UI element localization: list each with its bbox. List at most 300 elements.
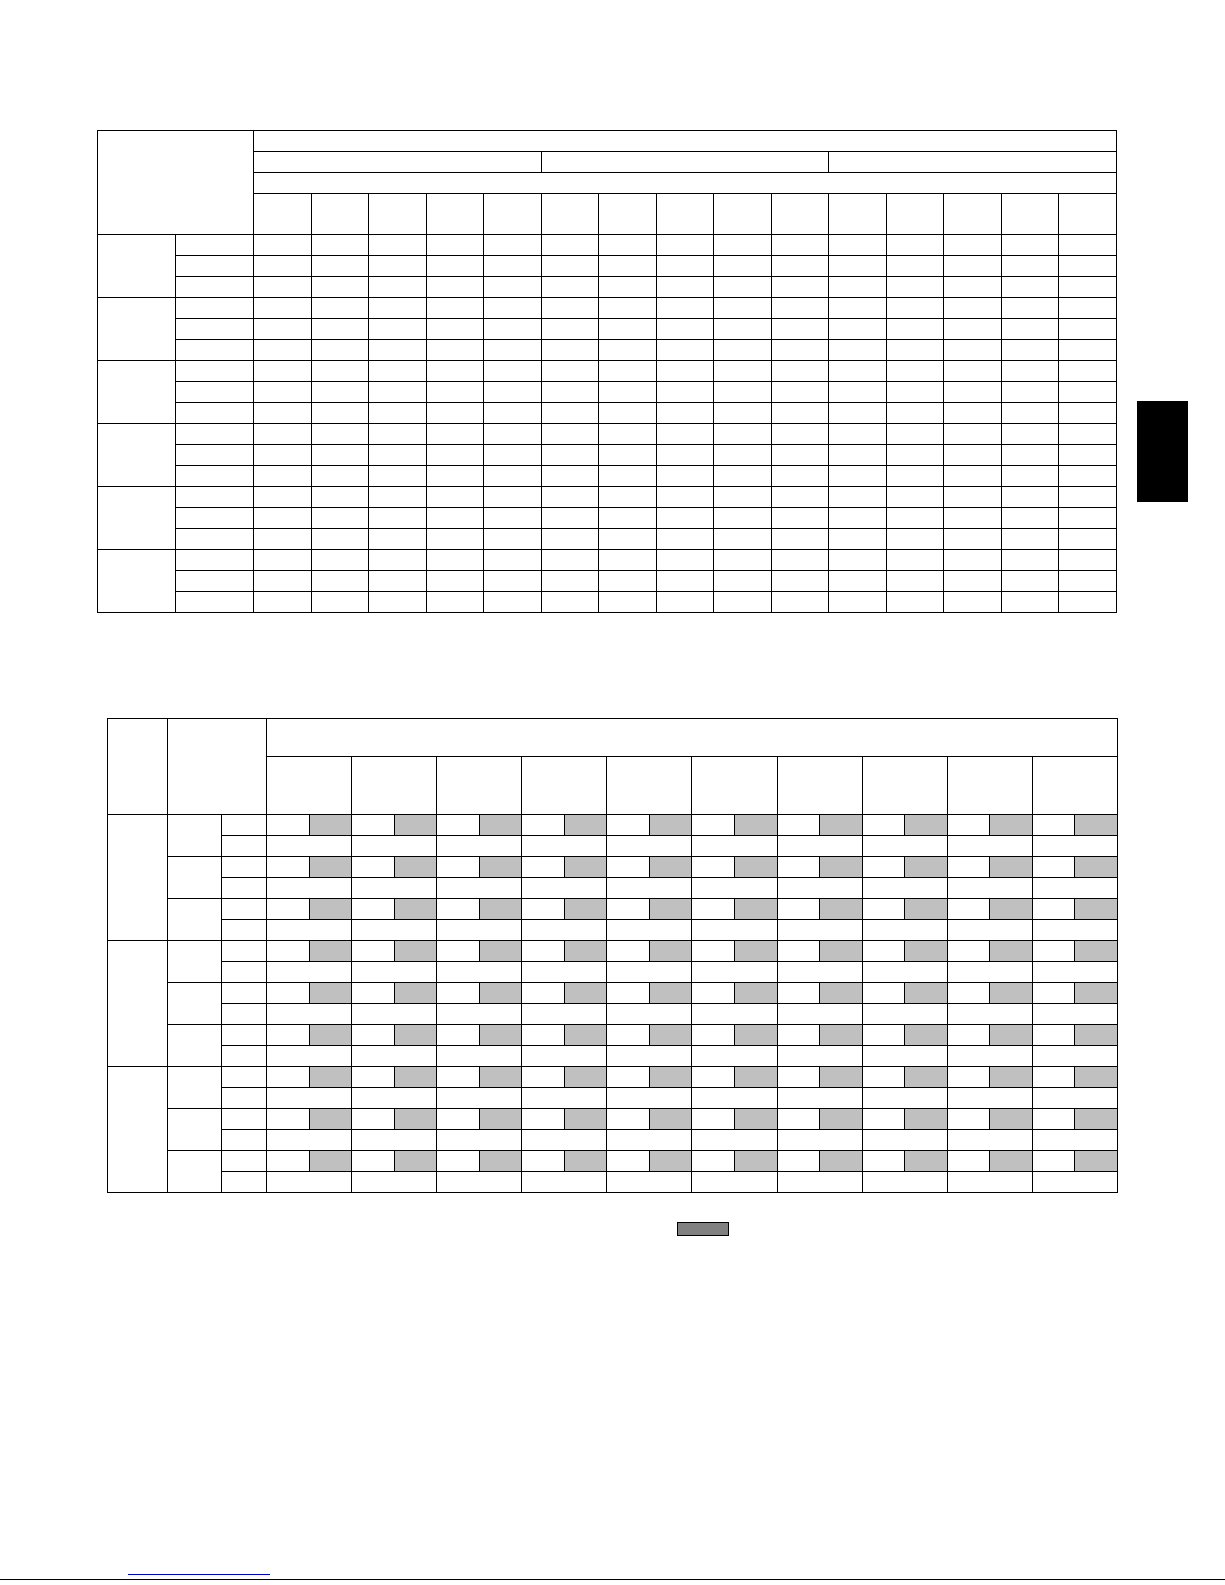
table-cell: [886, 445, 944, 466]
table-cell: [426, 466, 484, 487]
shaded-cell: [1075, 1025, 1118, 1046]
table-cell: [862, 920, 947, 941]
table-cell: [656, 256, 714, 277]
table-cell: [607, 920, 692, 941]
table-row: [108, 857, 1118, 878]
table1-column-header: [944, 194, 1002, 235]
table-cell: [692, 1025, 735, 1046]
table-cell: [1032, 962, 1117, 983]
row-label: [175, 529, 254, 550]
table-cell: [607, 1151, 650, 1172]
table-cell: [254, 235, 312, 256]
table-cell: [829, 550, 887, 571]
row-subgroup-label: [168, 1151, 222, 1193]
row-label: [222, 1025, 267, 1046]
shaded-cell: [309, 1025, 352, 1046]
table1-header-group: [829, 152, 1117, 173]
table-cell: [352, 941, 395, 962]
table-cell: [599, 529, 657, 550]
table-cell: [656, 403, 714, 424]
shaded-cell: [735, 899, 778, 920]
row-label: [222, 1151, 267, 1172]
table-cell: [656, 550, 714, 571]
shaded-cell: [479, 941, 522, 962]
shaded-cell: [905, 1109, 948, 1130]
table-cell: [862, 962, 947, 983]
table-cell: [1001, 319, 1059, 340]
table-cell: [1059, 508, 1117, 529]
table-cell: [862, 1151, 905, 1172]
table-cell: [599, 340, 657, 361]
table1-column-header: [426, 194, 484, 235]
row-label: [222, 878, 267, 899]
shaded-cell: [905, 899, 948, 920]
table-cell: [541, 508, 599, 529]
table-cell: [267, 1067, 310, 1088]
table-cell: [862, 899, 905, 920]
table-cell: [437, 1151, 480, 1172]
table-cell: [599, 487, 657, 508]
table-cell: [311, 529, 369, 550]
table-cell: [311, 256, 369, 277]
table-cell: [656, 235, 714, 256]
table-cell: [311, 424, 369, 445]
table-cell: [714, 403, 772, 424]
table-cell: [1032, 1109, 1075, 1130]
table-cell: [1032, 1025, 1075, 1046]
table-row: [108, 1088, 1118, 1109]
table-cell: [1032, 899, 1075, 920]
table-cell: [1059, 256, 1117, 277]
table-cell: [522, 899, 565, 920]
table-cell: [267, 983, 310, 1004]
table-cell: [541, 529, 599, 550]
shaded-cell: [1075, 1067, 1118, 1088]
table-cell: [947, 899, 990, 920]
shaded-cell: [735, 857, 778, 878]
table-cell: [862, 983, 905, 1004]
table-cell: [771, 592, 829, 613]
table-cell: [369, 445, 427, 466]
table-cell: [484, 508, 542, 529]
table-cell: [692, 836, 777, 857]
shaded-cell: [309, 899, 352, 920]
table-cell: [692, 1151, 735, 1172]
table-row: [108, 878, 1118, 899]
table-cell: [692, 1109, 735, 1130]
table-cell: [1032, 920, 1117, 941]
table-cell: [944, 550, 1002, 571]
shaded-cell: [990, 1151, 1033, 1172]
shaded-cell: [564, 941, 607, 962]
row-label: [175, 382, 254, 403]
table-row: [98, 529, 1117, 550]
table-cell: [541, 382, 599, 403]
table-cell: [311, 361, 369, 382]
table2-column-header: [352, 757, 437, 815]
table-cell: [1032, 1004, 1117, 1025]
shaded-cell: [479, 1025, 522, 1046]
table-cell: [352, 857, 395, 878]
table-cell: [1032, 857, 1075, 878]
table-cell: [829, 592, 887, 613]
row-group-label: [98, 361, 176, 424]
table-cell: [352, 1067, 395, 1088]
table-cell: [311, 235, 369, 256]
shaded-cell: [649, 815, 692, 836]
table-cell: [607, 1004, 692, 1025]
table-cell: [862, 1046, 947, 1067]
table-cell: [599, 298, 657, 319]
table-cell: [1059, 403, 1117, 424]
table-cell: [692, 920, 777, 941]
table-cell: [656, 319, 714, 340]
table-row: [98, 382, 1117, 403]
table-cell: [599, 445, 657, 466]
table-cell: [484, 298, 542, 319]
table-row: [108, 920, 1118, 941]
shaded-cell: [905, 857, 948, 878]
table-cell: [1001, 550, 1059, 571]
row-label: [175, 298, 254, 319]
table-cell: [656, 382, 714, 403]
table-cell: [311, 298, 369, 319]
table-cell: [862, 941, 905, 962]
table-cell: [437, 836, 522, 857]
table-cell: [311, 571, 369, 592]
table-cell: [607, 857, 650, 878]
table-cell: [947, 1172, 1032, 1193]
row-label: [175, 550, 254, 571]
table-cell: [714, 445, 772, 466]
table-cell: [886, 256, 944, 277]
table-row: [98, 319, 1117, 340]
row-label: [222, 857, 267, 878]
table-cell: [352, 983, 395, 1004]
table-cell: [777, 1151, 820, 1172]
table-cell: [369, 424, 427, 445]
table-cell: [352, 815, 395, 836]
table-cell: [714, 382, 772, 403]
table1-column-header: [714, 194, 772, 235]
table-cell: [311, 403, 369, 424]
shaded-cell: [649, 983, 692, 1004]
table-cell: [656, 466, 714, 487]
table-cell: [607, 1172, 692, 1193]
table-cell: [426, 319, 484, 340]
table-row: [98, 508, 1117, 529]
upper-data-table: [97, 130, 1117, 613]
table-cell: [829, 529, 887, 550]
table-cell: [369, 508, 427, 529]
table-cell: [541, 550, 599, 571]
table-cell: [692, 815, 735, 836]
lower-data-table: [107, 718, 1118, 1193]
table-cell: [947, 1046, 1032, 1067]
table-cell: [352, 1151, 395, 1172]
table-cell: [437, 983, 480, 1004]
table-cell: [1001, 571, 1059, 592]
table-cell: [599, 256, 657, 277]
table-cell: [254, 424, 312, 445]
shaded-cell: [394, 1151, 437, 1172]
table-cell: [426, 235, 484, 256]
table-row: [98, 550, 1117, 571]
table-cell: [437, 962, 522, 983]
table-cell: [607, 878, 692, 899]
row-label: [222, 899, 267, 920]
table-cell: [484, 361, 542, 382]
table-cell: [254, 550, 312, 571]
table-cell: [352, 920, 437, 941]
row-label: [222, 941, 267, 962]
table-cell: [777, 1172, 862, 1193]
table-cell: [1001, 340, 1059, 361]
row-label: [175, 256, 254, 277]
shaded-cell: [479, 1109, 522, 1130]
table-cell: [1001, 403, 1059, 424]
table-cell: [947, 836, 1032, 857]
row-label: [175, 277, 254, 298]
table-cell: [254, 256, 312, 277]
table-cell: [692, 1130, 777, 1151]
shaded-cell: [1075, 857, 1118, 878]
shaded-cell: [1075, 899, 1118, 920]
table-cell: [777, 857, 820, 878]
table-cell: [522, 878, 607, 899]
table-row: [98, 340, 1117, 361]
shaded-cell: [735, 1067, 778, 1088]
table-cell: [522, 1172, 607, 1193]
table-cell: [656, 508, 714, 529]
table-cell: [267, 920, 352, 941]
table-cell: [886, 571, 944, 592]
table-cell: [944, 508, 1002, 529]
table-cell: [311, 382, 369, 403]
table-cell: [426, 277, 484, 298]
shaded-cell: [309, 1151, 352, 1172]
shaded-cell: [649, 1151, 692, 1172]
shaded-cell: [990, 1067, 1033, 1088]
table-cell: [352, 1109, 395, 1130]
table-cell: [714, 277, 772, 298]
shaded-cell: [649, 899, 692, 920]
table-row: [108, 1067, 1118, 1088]
row-label: [175, 340, 254, 361]
table-cell: [944, 592, 1002, 613]
table-cell: [886, 340, 944, 361]
table-cell: [829, 508, 887, 529]
table-cell: [369, 256, 427, 277]
shaded-cell: [564, 899, 607, 920]
row-subgroup-label: [168, 983, 222, 1025]
shaded-cell: [735, 1151, 778, 1172]
table-cell: [426, 382, 484, 403]
table-cell: [541, 319, 599, 340]
table-cell: [484, 487, 542, 508]
table-cell: [369, 403, 427, 424]
table2-column-header: [607, 757, 692, 815]
table-cell: [607, 1130, 692, 1151]
table-cell: [369, 382, 427, 403]
table-cell: [522, 1109, 565, 1130]
row-label: [175, 235, 254, 256]
table-cell: [1059, 592, 1117, 613]
table-cell: [267, 1088, 352, 1109]
row-subgroup-label: [168, 1109, 222, 1151]
table-row: [98, 298, 1117, 319]
row-label: [222, 1172, 267, 1193]
table-cell: [1059, 487, 1117, 508]
table-cell: [541, 592, 599, 613]
table-cell: [947, 878, 1032, 899]
table-cell: [714, 508, 772, 529]
table-cell: [254, 529, 312, 550]
table-cell: [886, 277, 944, 298]
table-cell: [254, 340, 312, 361]
shaded-cell: [649, 857, 692, 878]
shaded-cell: [394, 815, 437, 836]
table-cell: [311, 445, 369, 466]
row-subgroup-label: [168, 1025, 222, 1067]
table-cell: [426, 424, 484, 445]
table-cell: [862, 1130, 947, 1151]
table-cell: [829, 466, 887, 487]
table1-column-header: [369, 194, 427, 235]
table-cell: [1001, 508, 1059, 529]
shaded-cell: [990, 1025, 1033, 1046]
table-cell: [1001, 445, 1059, 466]
table-cell: [829, 424, 887, 445]
shaded-cell: [735, 983, 778, 1004]
row-label: [175, 571, 254, 592]
table-cell: [1059, 529, 1117, 550]
row-label: [222, 983, 267, 1004]
table-cell: [771, 256, 829, 277]
shaded-cell: [820, 1151, 863, 1172]
table-cell: [771, 487, 829, 508]
table-cell: [607, 983, 650, 1004]
shaded-cell: [735, 1025, 778, 1046]
table-cell: [947, 941, 990, 962]
table-cell: [267, 836, 352, 857]
table-row: [98, 466, 1117, 487]
table-cell: [599, 571, 657, 592]
table-cell: [311, 550, 369, 571]
table-cell: [352, 1130, 437, 1151]
table-row: [108, 1025, 1118, 1046]
table-cell: [522, 1151, 565, 1172]
table-cell: [1059, 235, 1117, 256]
table-cell: [771, 424, 829, 445]
shaded-cell: [394, 941, 437, 962]
table-cell: [311, 340, 369, 361]
table-row: [108, 836, 1118, 857]
row-subgroup-label: [168, 941, 222, 983]
table-cell: [1032, 1130, 1117, 1151]
table-cell: [1001, 256, 1059, 277]
row-group-label: [98, 424, 176, 487]
shaded-cell: [905, 941, 948, 962]
table-cell: [426, 340, 484, 361]
table-cell: [352, 836, 437, 857]
table-cell: [522, 1004, 607, 1025]
table-cell: [522, 815, 565, 836]
table-cell: [777, 1130, 862, 1151]
table-cell: [607, 1046, 692, 1067]
table-cell: [254, 277, 312, 298]
table-cell: [714, 466, 772, 487]
table-cell: [829, 235, 887, 256]
table-cell: [656, 592, 714, 613]
table2-column-header: [862, 757, 947, 815]
shaded-cell: [479, 1151, 522, 1172]
shaded-cell: [394, 1109, 437, 1130]
table-cell: [862, 1109, 905, 1130]
table-cell: [352, 1046, 437, 1067]
table-cell: [771, 361, 829, 382]
table2-column-header: [777, 757, 862, 815]
table-cell: [484, 403, 542, 424]
row-group-label: [98, 487, 176, 550]
table-cell: [426, 361, 484, 382]
table-cell: [437, 815, 480, 836]
table-cell: [369, 319, 427, 340]
table-cell: [267, 941, 310, 962]
table1-column-header: [1059, 194, 1117, 235]
shaded-cell: [564, 1025, 607, 1046]
footer-link-underline: [128, 1574, 270, 1575]
shaded-cell: [905, 1025, 948, 1046]
table-cell: [862, 1088, 947, 1109]
table-cell: [1001, 466, 1059, 487]
table-cell: [862, 1172, 947, 1193]
row-label: [175, 592, 254, 613]
table-cell: [777, 1025, 820, 1046]
table-cell: [437, 1109, 480, 1130]
table-cell: [599, 403, 657, 424]
table-cell: [426, 508, 484, 529]
table-cell: [692, 941, 735, 962]
table-cell: [1059, 319, 1117, 340]
shaded-cell: [905, 1151, 948, 1172]
table-cell: [484, 319, 542, 340]
table-row: [98, 256, 1117, 277]
table-cell: [267, 1004, 352, 1025]
table-row: [108, 983, 1118, 1004]
shaded-cell: [649, 1067, 692, 1088]
table-row: [108, 815, 1118, 836]
table-cell: [829, 319, 887, 340]
table-cell: [777, 899, 820, 920]
table-cell: [714, 298, 772, 319]
table-cell: [656, 445, 714, 466]
table-cell: [437, 1025, 480, 1046]
table-cell: [1001, 424, 1059, 445]
shaded-cell: [649, 1109, 692, 1130]
table-cell: [944, 571, 1002, 592]
table-cell: [254, 592, 312, 613]
table-row: [98, 235, 1117, 256]
table-cell: [944, 235, 1002, 256]
table-cell: [771, 403, 829, 424]
table-cell: [607, 1067, 650, 1088]
table-cell: [656, 424, 714, 445]
table-cell: [886, 382, 944, 403]
table-cell: [541, 571, 599, 592]
table2-column-header: [437, 757, 522, 815]
table-cell: [607, 962, 692, 983]
